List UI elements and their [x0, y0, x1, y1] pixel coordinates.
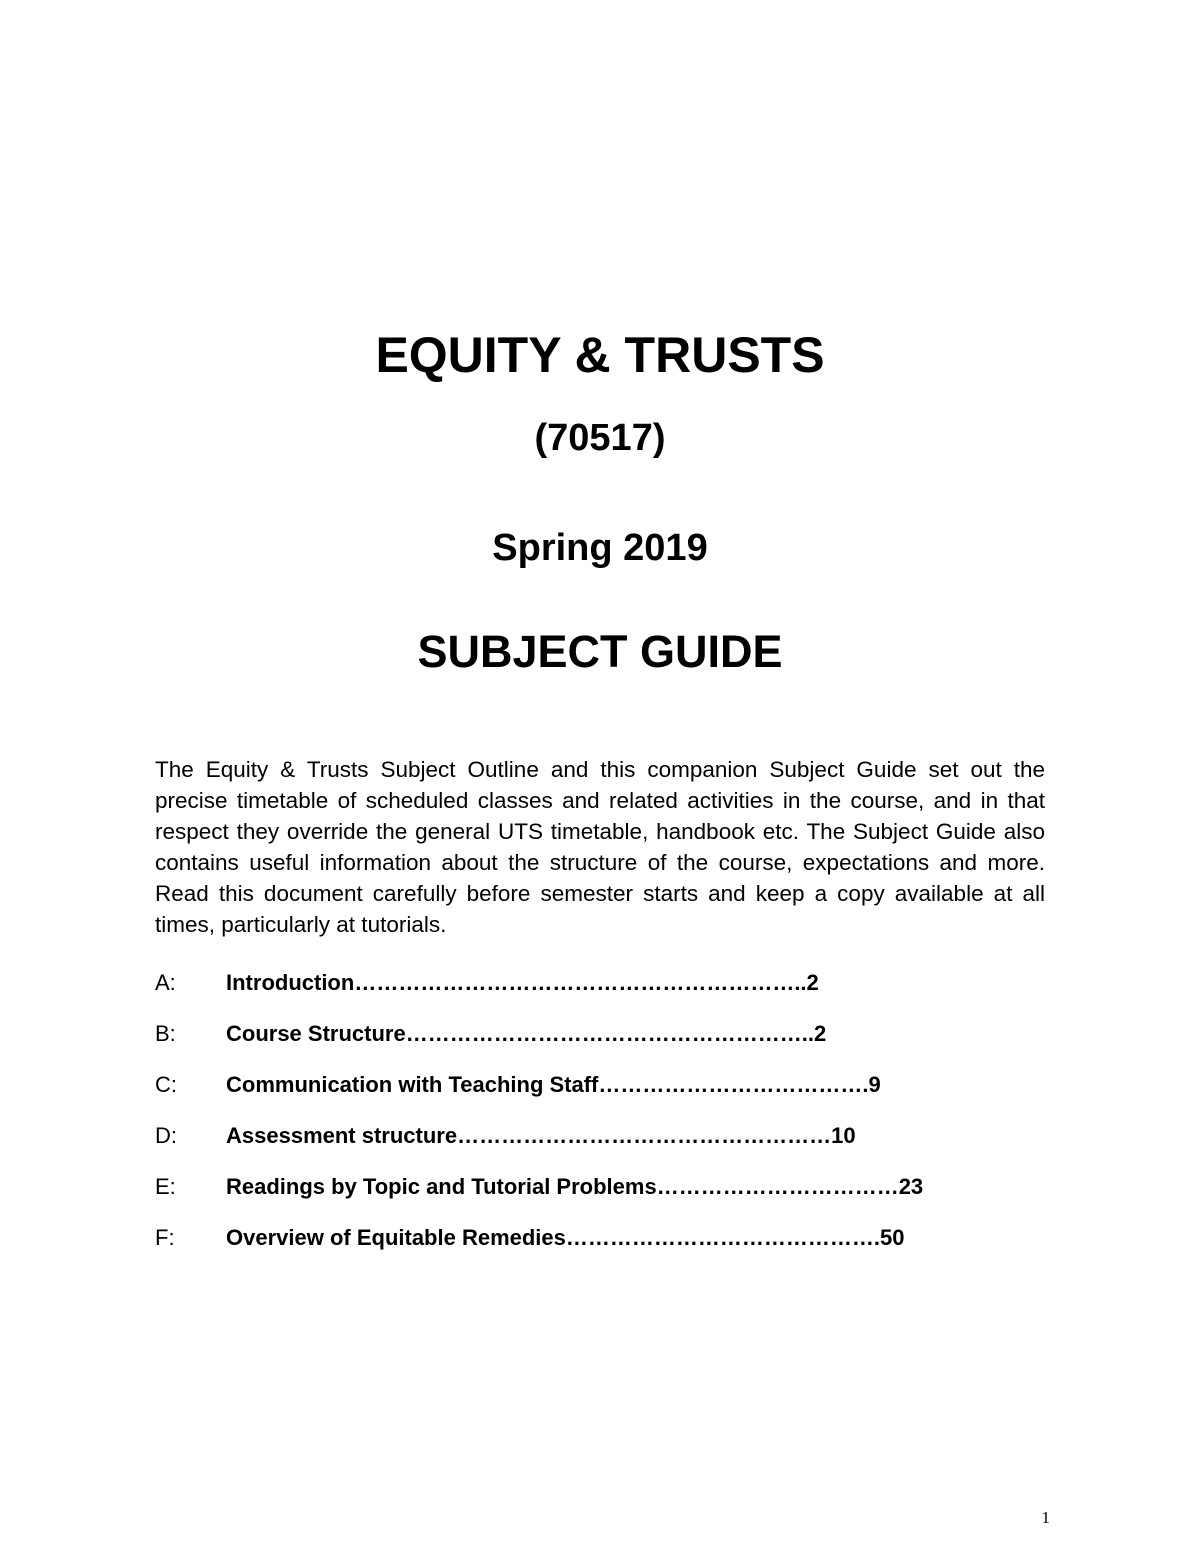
toc-letter: E: — [155, 1174, 176, 1199]
toc-leader-dots: ……………………………………………….. — [405, 1021, 814, 1046]
toc-page-number: 50 — [880, 1225, 905, 1250]
toc-page-number: 2 — [813, 1021, 827, 1046]
toc-entry-readings[interactable] — [155, 1172, 1015, 1223]
toc-entry-course-structure[interactable] — [155, 1019, 1015, 1070]
toc-page-number: 9 — [868, 1072, 881, 1097]
toc-letter: D: — [155, 1123, 177, 1148]
toc-entry-remedies[interactable] — [155, 1223, 1015, 1274]
toc-entry-assessment[interactable] — [155, 1121, 1015, 1172]
document-type-heading: SUBJECT GUIDE — [417, 626, 783, 677]
toc-leader-dots: …………………………………………………….. — [354, 970, 807, 995]
table-of-contents — [155, 968, 1015, 1274]
toc-leader-dots: ………………………………. — [598, 1072, 869, 1097]
toc-letter: F: — [155, 1225, 175, 1250]
toc-label: Course Structure — [226, 1021, 406, 1046]
toc-page-number: 2 — [806, 970, 819, 995]
toc-entry-communication[interactable] — [155, 1070, 1015, 1121]
toc-page-number: 23 — [898, 1174, 924, 1199]
document-title: EQUITY & TRUSTS — [375, 327, 825, 383]
toc-leader-dots: …………………………………………… — [457, 1123, 832, 1148]
toc-label: Readings by Topic and Tutorial Problems — [226, 1174, 657, 1199]
toc-label: Communication with Teaching Staff — [226, 1072, 599, 1097]
toc-letter: A: — [155, 970, 176, 995]
toc-page-number: 10 — [831, 1123, 856, 1148]
term-label: Spring 2019 — [492, 527, 708, 569]
toc-label: Overview of Equitable Remedies — [226, 1225, 566, 1250]
toc-leader-dots: ……………………………………. — [565, 1225, 881, 1250]
toc-label: Assessment structure — [226, 1123, 458, 1148]
toc-letter: C: — [155, 1072, 177, 1097]
toc-letter: B: — [155, 1021, 176, 1046]
page-number: 1 — [1041, 1508, 1050, 1527]
toc-entry-introduction[interactable] — [155, 968, 1015, 1019]
subject-code: (70517) — [534, 417, 666, 459]
toc-label: Introduction — [226, 970, 355, 995]
toc-leader-dots: …………………………… — [656, 1174, 899, 1199]
intro-paragraph: The Equity & Trusts Subject Outline and this companion Subject Guide set out the precise timetable of scheduled classes and related activities in the course, and in that respect they override the general UTS timetable, handbook etc. The Subject Guide also contains useful information about the structure of the course, expectations and more. Read this document carefully before semester starts and keep a copy available at all times, particularly at tutorials. — [155, 757, 1045, 937]
